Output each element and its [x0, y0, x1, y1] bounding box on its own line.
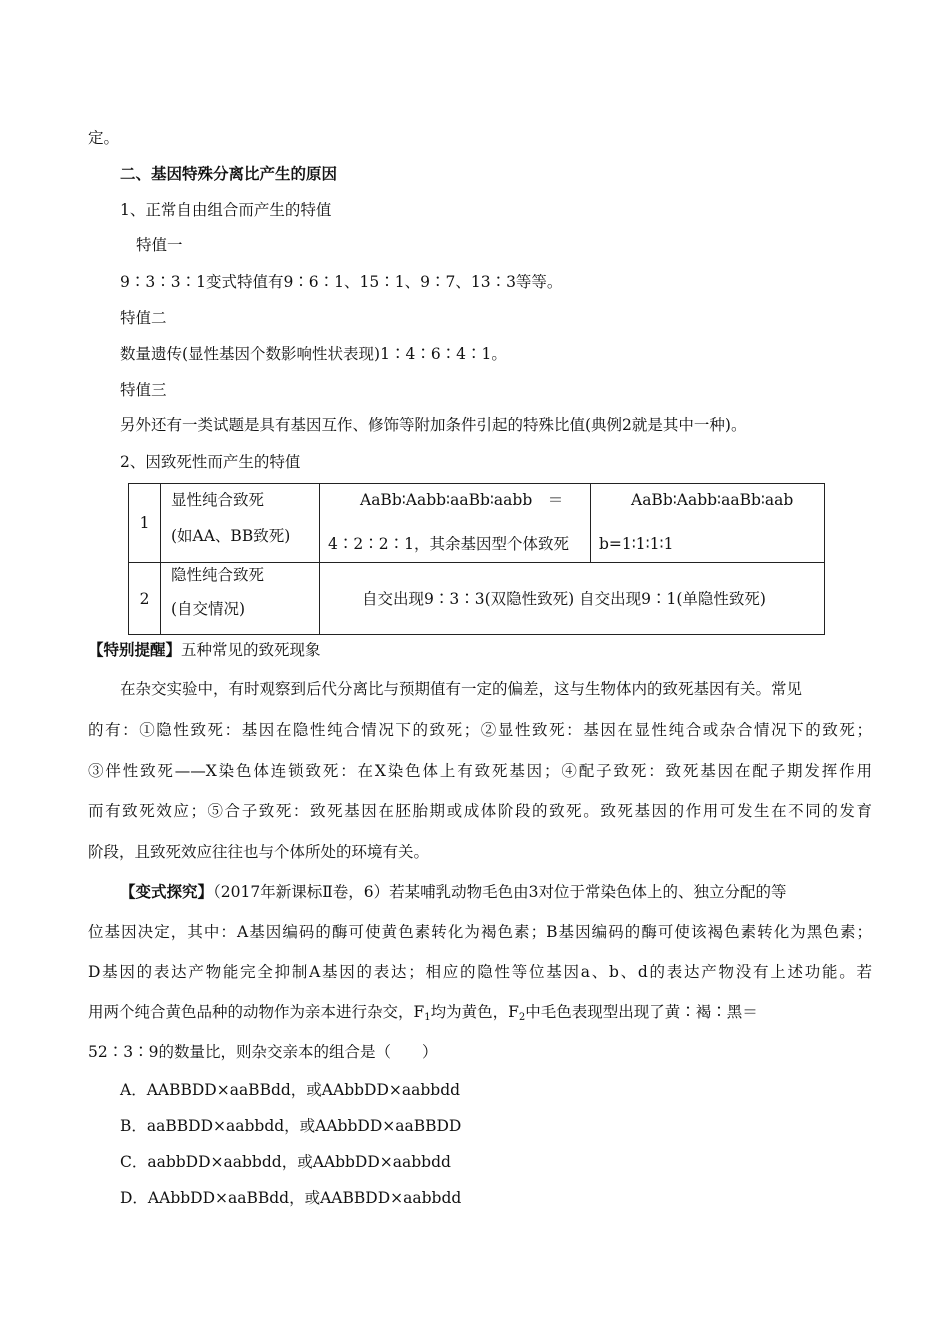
special-value-2-label: 特值二	[120, 309, 167, 327]
ratio-line: 4∶2∶2∶1，其余基因型个体致死	[328, 535, 569, 553]
tip-paragraph-line: ③伴性致死——X染色体连锁致死：在X染色体上有致死基因；④配子致死：致死基因在配子期发挥作用	[88, 762, 872, 780]
question-line: D基因的表达产物能完全抑制A基因的表达；相应的隐性等位基因a、b、d的表达产物没有上述功能。若	[88, 963, 872, 981]
continuation-text: 定。	[88, 129, 120, 147]
table-row	[129, 563, 825, 635]
ratio-cell	[320, 484, 591, 563]
question-line: 52∶3∶9的数量比，则杂交亲本的组合是（ ）	[88, 1043, 438, 1061]
subscript: 2	[518, 1012, 526, 1023]
tip-paragraph-line: 在杂交实验中，有时观察到后代分离比与预期值有一定的偏差，这与生物体内的致死基因有关。常见	[120, 680, 803, 698]
answer-option-b[interactable]: B．aaBBDD×aabbdd，或AAbbDD×aaBBDD	[120, 1117, 462, 1135]
section-heading: 二、基因特殊分离比产生的原因	[120, 165, 338, 183]
ratio-line: AaBb∶Aabb∶aaBb∶aab	[631, 491, 794, 509]
special-value-1-label: 特值一	[136, 236, 183, 254]
ratio-merged-cell	[320, 563, 825, 635]
ratio-line: 自交出现9∶3∶3(双隐性致死) 自交出现9∶1(单隐性致死)	[362, 589, 766, 608]
question-line	[88, 1002, 758, 1022]
table-row	[129, 484, 825, 563]
ratio-line: b=1∶1∶1∶1	[599, 535, 674, 553]
question-text: 用两个纯合黄色品种的动物作为亲本进行杂交，F	[88, 1003, 425, 1021]
special-value-2-text: 数量遗传(显性基因个数影响性状表现)1∶4∶6∶4∶1。	[120, 345, 507, 363]
subscript: 1	[424, 1012, 431, 1023]
question-stem-start: （2017年新课标Ⅱ卷，6）若某哺乳动物毛色由3对位于常染色体上的、独立分配的等	[213, 883, 787, 901]
question-label: 【变式探究】	[120, 883, 214, 901]
tip-paragraph-line: 阶段，且致死效应往往也与个体所处的环境有关。	[88, 843, 430, 861]
tip-paragraph-line: 的有：①隐性致死：基因在隐性纯合情况下的致死；②显性致死：基因在显性纯合或杂合情况下的致死；	[88, 721, 872, 739]
lethal-type-line: 隐性纯合致死	[171, 566, 265, 584]
row-number: 1	[129, 484, 161, 563]
tip-title: 五种常见的致死现象	[181, 641, 321, 659]
ratio-line: AaBb∶Aabb∶aaBb∶aabb ＝	[360, 491, 564, 509]
question-text: 均为黄色，F	[430, 1003, 519, 1021]
answer-option-d[interactable]: D．AAbbDD×aaBBdd，或AABBDD×aabbdd	[120, 1189, 462, 1207]
special-value-3-text: 另外还有一类试题是具有基因互作、修饰等附加条件引起的特殊比值(典例2就是其中一种)。	[120, 416, 747, 434]
subsection-1-title: 1、正常自由组合而产生的特值	[120, 201, 332, 219]
row-number: 2	[129, 563, 161, 635]
lethal-type-note: (如AA、BB致死)	[171, 527, 291, 545]
ratio-cell	[591, 484, 825, 563]
tip-label: 【特别提醒】	[88, 641, 182, 659]
lethal-ratio-table	[128, 483, 825, 635]
question-line	[120, 882, 786, 902]
subsection-2-title: 2、因致死性而产生的特值	[120, 453, 301, 471]
question-text: 中毛色表现型出现了黄∶褐∶黑＝	[525, 1003, 758, 1021]
lethal-type-cell	[161, 484, 320, 563]
tip-heading	[88, 640, 321, 660]
special-value-3-label: 特值三	[120, 381, 167, 399]
special-value-1-text: 9∶3∶3∶1变式特值有9∶6∶1、15∶1、9∶7、13∶3等等。	[120, 273, 563, 291]
answer-option-c[interactable]: C．aabbDD×aabbdd，或AAbbDD×aabbdd	[120, 1153, 451, 1171]
lethal-type-note: (自交情况)	[171, 600, 246, 618]
question-line: 位基因决定，其中：A基因编码的酶可使黄色素转化为褐色素；B基因编码的酶可使该褐色素转化为黑色素；	[88, 923, 872, 941]
lethal-type-line: 显性纯合致死	[171, 491, 265, 509]
lethal-type-cell	[161, 563, 320, 635]
answer-option-a[interactable]: A．AABBDD×aaBBdd，或AAbbDD×aabbdd	[120, 1081, 461, 1099]
tip-paragraph-line: 而有致死效应；⑤合子致死：致死基因在胚胎期或成体阶段的致死。致死基因的作用可发生在不同的发育	[88, 802, 872, 820]
